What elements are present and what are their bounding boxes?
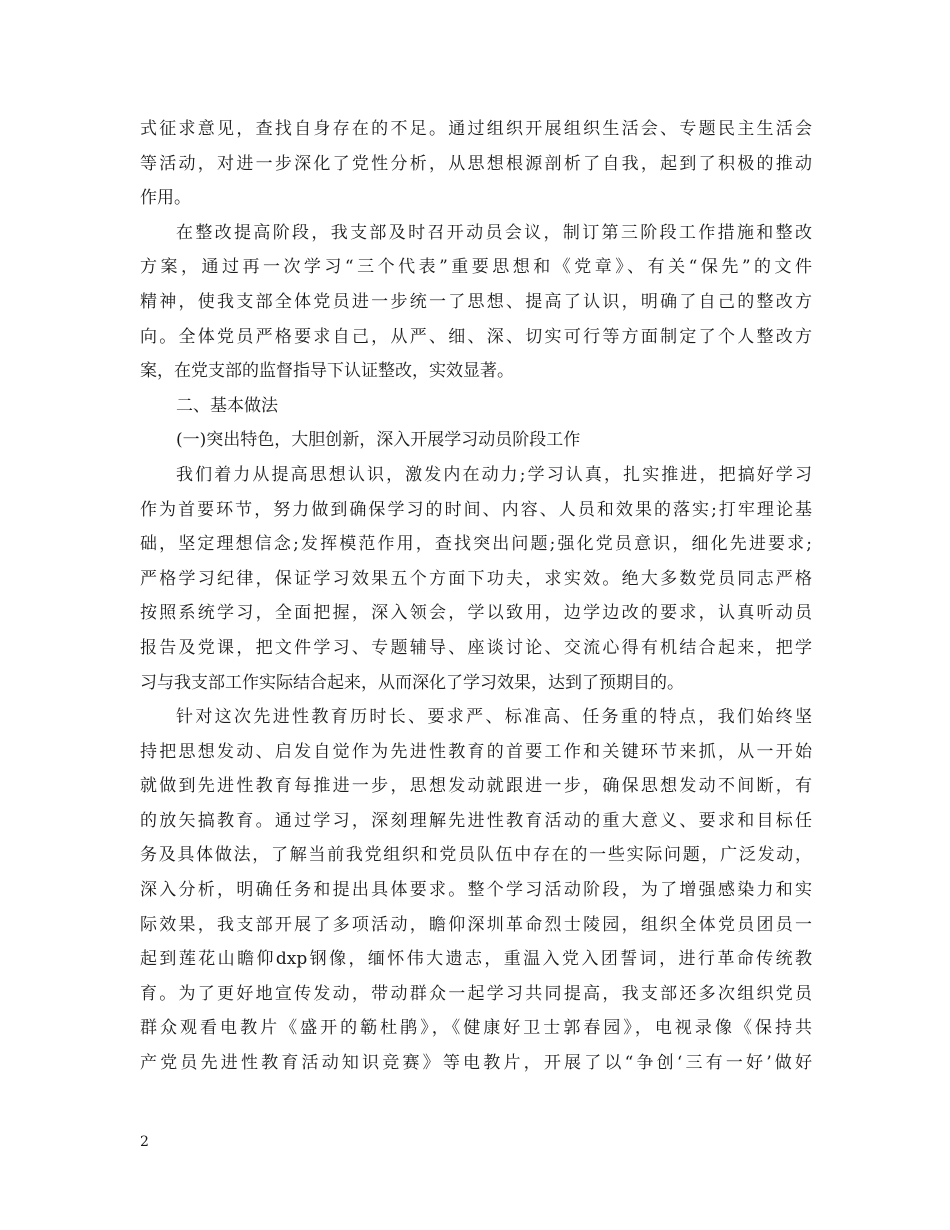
text-line: 精神，使我支部全体党员进一步统一了思想、提高了认识，明确了自己的整改方 xyxy=(140,291,812,312)
text-line: 式征求意见，查找自身存在的不足。通过组织开展组织生活会、专题民主生活会 xyxy=(140,119,812,139)
text-line: 按照系统学习，全面把握，深入领会，学以致用，边学边改的要求，认真听动员 xyxy=(140,603,812,624)
text-line: 产党员先进性教育活动知识竞赛》等电教片，开展了以“争创‘三有一好’做好 xyxy=(140,1053,812,1074)
text-line: 在整改提高阶段，我支部及时召开动员会议，制订第三阶段工作措施和整改 xyxy=(176,222,812,243)
text-line: 起到莲花山瞻仰dxp钢像，缅怀伟大遗志，重温入党入团誓词，进行革命传统教 xyxy=(140,949,812,970)
text-line: 报告及党课，把文件学习、专题辅导、座谈讨论、交流心得有机结合起来，把学 xyxy=(140,637,812,658)
text-line: 际效果，我支部开展了多项活动，瞻仰深圳革命烈士陵园，组织全体党员团员一 xyxy=(140,914,812,935)
text-line: 针对这次先进性教育历时长、要求严、标准高、任务重的特点，我们始终坚 xyxy=(176,707,812,728)
text-line: 习与我支部工作实际结合起来，从而深化了学习效果，达到了预期目的。 xyxy=(140,672,684,693)
text-line: 我们着力从提高思想认识，激发内在动力;学习认真，扎实推进，把搞好学习 xyxy=(176,464,812,485)
text-line: 作为首要环节，努力做到确保学习的时间、内容、人员和效果的落实;打牢理论基 xyxy=(140,499,812,520)
section-heading: 二、基本做法 xyxy=(176,395,278,416)
page-number: 2 xyxy=(140,1134,149,1150)
document-body xyxy=(140,112,812,1081)
text-line: 育。为了更好地宣传发动，带动群众一起学习共同提高，我支部还多次组织党员 xyxy=(140,983,812,1004)
text-line: 方案，通过再一次学习“三个代表”重要思想和《党章》、有关“保先”的文件 xyxy=(140,257,812,278)
text-line: 群众观看电教片《盛开的簕杜鹃》，《健康好卫士郭春园》，电视录像《保持共 xyxy=(140,1018,812,1039)
text-line: 就做到先进性教育每推进一步，思想发动就跟进一步，确保思想发动不间断，有 xyxy=(140,776,812,797)
subsection-heading: (一)突出特色，大胆创新，深入开展学习动员阶段工作 xyxy=(176,430,581,451)
text-line: 严格学习纪律，保证学习效果五个方面下功夫，求实效。绝大多数党员同志严格 xyxy=(140,568,812,589)
text-line: 的放矢搞教育。通过学习，深刻理解先进性教育活动的重大意义、要求和目标任 xyxy=(140,810,812,831)
text-line: 务及具体做法，了解当前我党组织和党员队伍中存在的一些实际问题，广泛发动， xyxy=(140,845,812,866)
text-line: 案，在党支部的监督指导下认证整改，实效显著。 xyxy=(140,361,514,382)
text-line: 向。全体党员严格要求自己，从严、细、深、切实可行等方面制定了个人整改方 xyxy=(140,326,812,347)
text-line: 作用。 xyxy=(140,188,191,209)
text-line: 等活动，对进一步深化了党性分析，从思想根源剖析了自我，起到了积极的推动 xyxy=(140,153,812,174)
text-line: 础，坚定理想信念;发挥模范作用，查找突出问题;强化党员意识，细化先进要求; xyxy=(140,534,812,555)
text-line: 深入分析，明确任务和提出具体要求。整个学习活动阶段，为了增强感染力和实 xyxy=(140,880,812,901)
text-line: 持把思想发动、启发自觉作为先进性教育的首要工作和关键环节来抓，从一开始 xyxy=(140,741,812,762)
